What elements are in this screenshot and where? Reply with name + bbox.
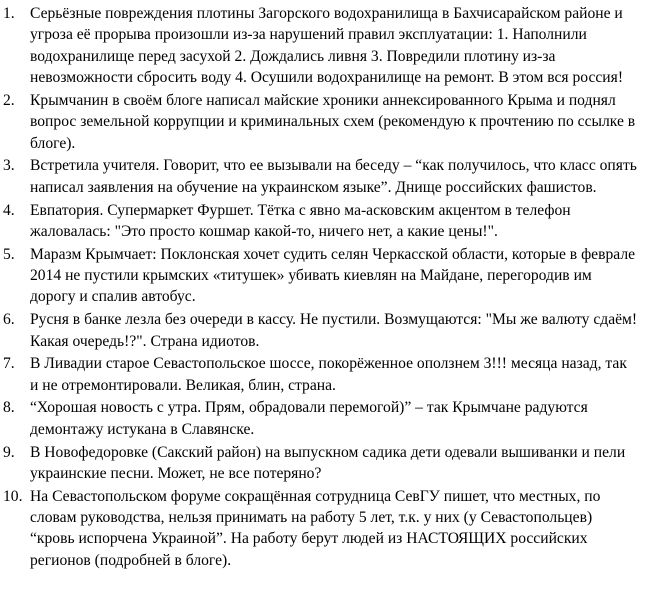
list-item	[0, 155, 645, 198]
item-text: В Новофедоровке (Сакский район) на выпускном садика дети одевали вышиванки и пели украинские песни. Может, не все потеряно?	[30, 443, 626, 482]
item-number: 2.	[3, 91, 15, 109]
item-number: 8.	[3, 399, 15, 417]
item-text: Серьёзные повреждения плотины Загорского водохранилища в Бахчисарайском районе и угроза её прорыва произошли из-за нарушений правил эксплуатации: 1. Наполнили водохранилище перед засухой 2. Дождались ливня 3. Повредили плотину из-за невозможности сбросить воду 4. Осушили водохранилище на ремонт. В этом вся россия!	[30, 5, 624, 87]
item-number: 3.	[3, 157, 15, 175]
list-item	[0, 309, 645, 352]
item-text: Маразм Крымчает: Поклонская хочет судить селян Черкасской области, которые в феврале 2014 не пустили крымских «титушек» убивать киевлян на Майдане, перегородив им дорогу и спалив автобус.	[30, 245, 636, 306]
list-item	[0, 442, 645, 485]
list-item	[0, 486, 645, 572]
item-text: Евпатория. Супермаркет Фуршет. Тётка с явно ма-асковским акцентом в телефон жаловалась: "Это просто кошмар какой-то, ничего нет, а какие цены!".	[30, 201, 571, 240]
list-item	[0, 353, 645, 396]
item-number: 6.	[3, 311, 15, 329]
item-text: “Хорошая новость с утра. Прям, обрадовали перемогой)” – так Крымчане радуются демонтажу истукана в Славянске.	[30, 399, 588, 438]
item-text: Крымчанин в своём блоге написал майские хроники аннексированного Крыма и поднял вопрос земельной коррупции и криминальных схем (рекомендую к прочтению по ссылке в блоге).	[30, 91, 636, 152]
item-number: 10.	[3, 487, 23, 505]
item-number: 9.	[3, 443, 15, 461]
news-list	[0, 3, 645, 571]
item-number: 7.	[3, 355, 15, 373]
item-text: В Ливадии старое Севастопольское шоссе, покорёженное оползнем 3!!! месяца назад, так и не отремонтировали. Великая, блин, страна.	[30, 355, 627, 394]
item-text: Русня в банке лезла без очереди в кассу. Не пустили. Возмущаются: "Мы же валюту сдаём! Какая очередь!?". Страна идиотов.	[30, 311, 638, 350]
list-item	[0, 3, 645, 89]
item-number: 1.	[3, 5, 15, 22]
list-item	[0, 90, 645, 154]
item-text: Встретила учителя. Говорит, что ее вызывали на беседу – “как получилось, что класс опять написал заявления на обучение на украинском языке”. Днище российских фашистов.	[30, 157, 637, 196]
list-item	[0, 397, 645, 440]
list-item	[0, 200, 645, 243]
list-item	[0, 244, 645, 308]
item-number: 5.	[3, 245, 15, 263]
item-text: На Севастопольском форуме сокращённая сотрудница СевГУ пишет, что местных, по словам руководства, нельзя принимать на работу 5 лет, т.к. у них (у Севастопольцев) “кровь испорчена Украиной”. На работу берут людей из НАСТОЯЩИХ российских регионов (подробней в блоге).	[30, 487, 601, 569]
item-number: 4.	[3, 201, 15, 219]
